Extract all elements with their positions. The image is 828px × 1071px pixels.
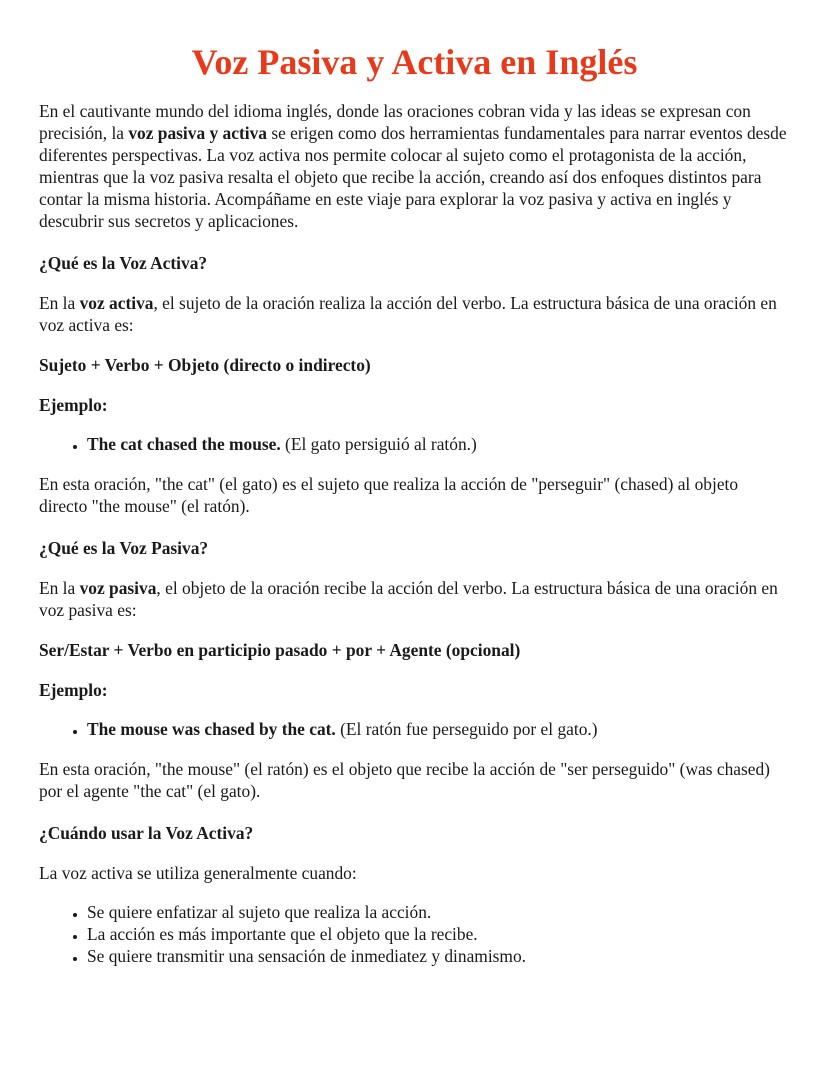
intro-paragraph <box>39 100 790 232</box>
intro-bold-text: voz pasiva y activa <box>128 123 267 143</box>
when-active-intro: La voz activa se utiliza generalmente cuando: <box>39 863 357 883</box>
active-def-bold: voz activa <box>79 293 154 313</box>
list-item: • Se quiere enfatizar al sujeto que realiza la acción. <box>87 901 790 923</box>
page-title: Voz Pasiva y Activa en Inglés <box>191 42 638 82</box>
list-item: • Se quiere transmitir una sensación de inmediatez y dinamismo. <box>87 945 790 967</box>
list-item <box>87 718 790 740</box>
list-item: • La acción es más importante que el objeto que la recibe. <box>87 923 790 945</box>
active-def-text-2: , el sujeto de la oración realiza la acción del verbo. La estructura básica de una oración en voz activa es: <box>39 293 777 335</box>
passive-definition <box>39 577 790 621</box>
active-example-label: Ejemplo: <box>39 395 108 415</box>
passive-example-translation: (El ratón fue perseguido por el gato.) <box>335 719 598 739</box>
when-active-heading: ¿Cuándo usar la Voz Activa? <box>39 823 254 843</box>
intro-text-1: En el cautivante mundo del idioma inglés, donde las oraciones cobran vida y las ideas se expresan con precisión, la <box>39 101 751 143</box>
passive-example-list <box>39 718 790 740</box>
passive-explanation: En esta oración, "the mouse" (el ratón) es el objeto que recibe la acción de "ser perseguido" (was chased) por el agente "the cat" (el gato). <box>39 759 770 801</box>
passive-voice-heading: ¿Qué es la Voz Pasiva? <box>39 538 209 558</box>
active-example-list <box>39 433 790 455</box>
active-definition <box>39 292 790 336</box>
passive-def-text-1: En la <box>39 578 80 598</box>
when-active-list <box>39 901 790 967</box>
passive-def-text-2: , el objeto de la oración recibe la acción del verbo. La estructura básica de una oración en voz pasiva es: <box>39 578 778 620</box>
active-formula: Sujeto + Verbo + Objeto (directo o indirecto) <box>39 355 371 375</box>
active-example-sentence: The cat chased the mouse. <box>87 434 281 454</box>
list-item <box>87 433 790 455</box>
active-example-translation: (El gato persiguió al ratón.) <box>280 434 477 454</box>
passive-formula: Ser/Estar + Verbo en participio pasado + por + Agente (opcional) <box>39 640 521 660</box>
active-voice-heading: ¿Qué es la Voz Activa? <box>39 253 208 273</box>
passive-example-label: Ejemplo: <box>39 680 108 700</box>
passive-example-sentence: The mouse was chased by the cat. <box>87 719 336 739</box>
active-explanation: En esta oración, "the cat" (el gato) es el sujeto que realiza la acción de "perseguir" (chased) al objeto directo "the mouse" (el ratón). <box>39 474 739 516</box>
passive-def-bold: voz pasiva <box>79 578 157 598</box>
active-def-text-1: En la <box>39 293 80 313</box>
intro-text-2: se erigen como dos herramientas fundamentales para narrar eventos desde diferentes perspectivas. La voz activa nos permite colocar al sujeto como el protagonista de la acción, mientras que la voz pasiva resalta el objeto que recibe la acción, creando así dos enfoques distintos para contar la misma historia. Acompáñame en este viaje para explorar la voz pasiva y activa en inglés y descubrir sus secretos y aplicaciones. <box>39 123 787 231</box>
